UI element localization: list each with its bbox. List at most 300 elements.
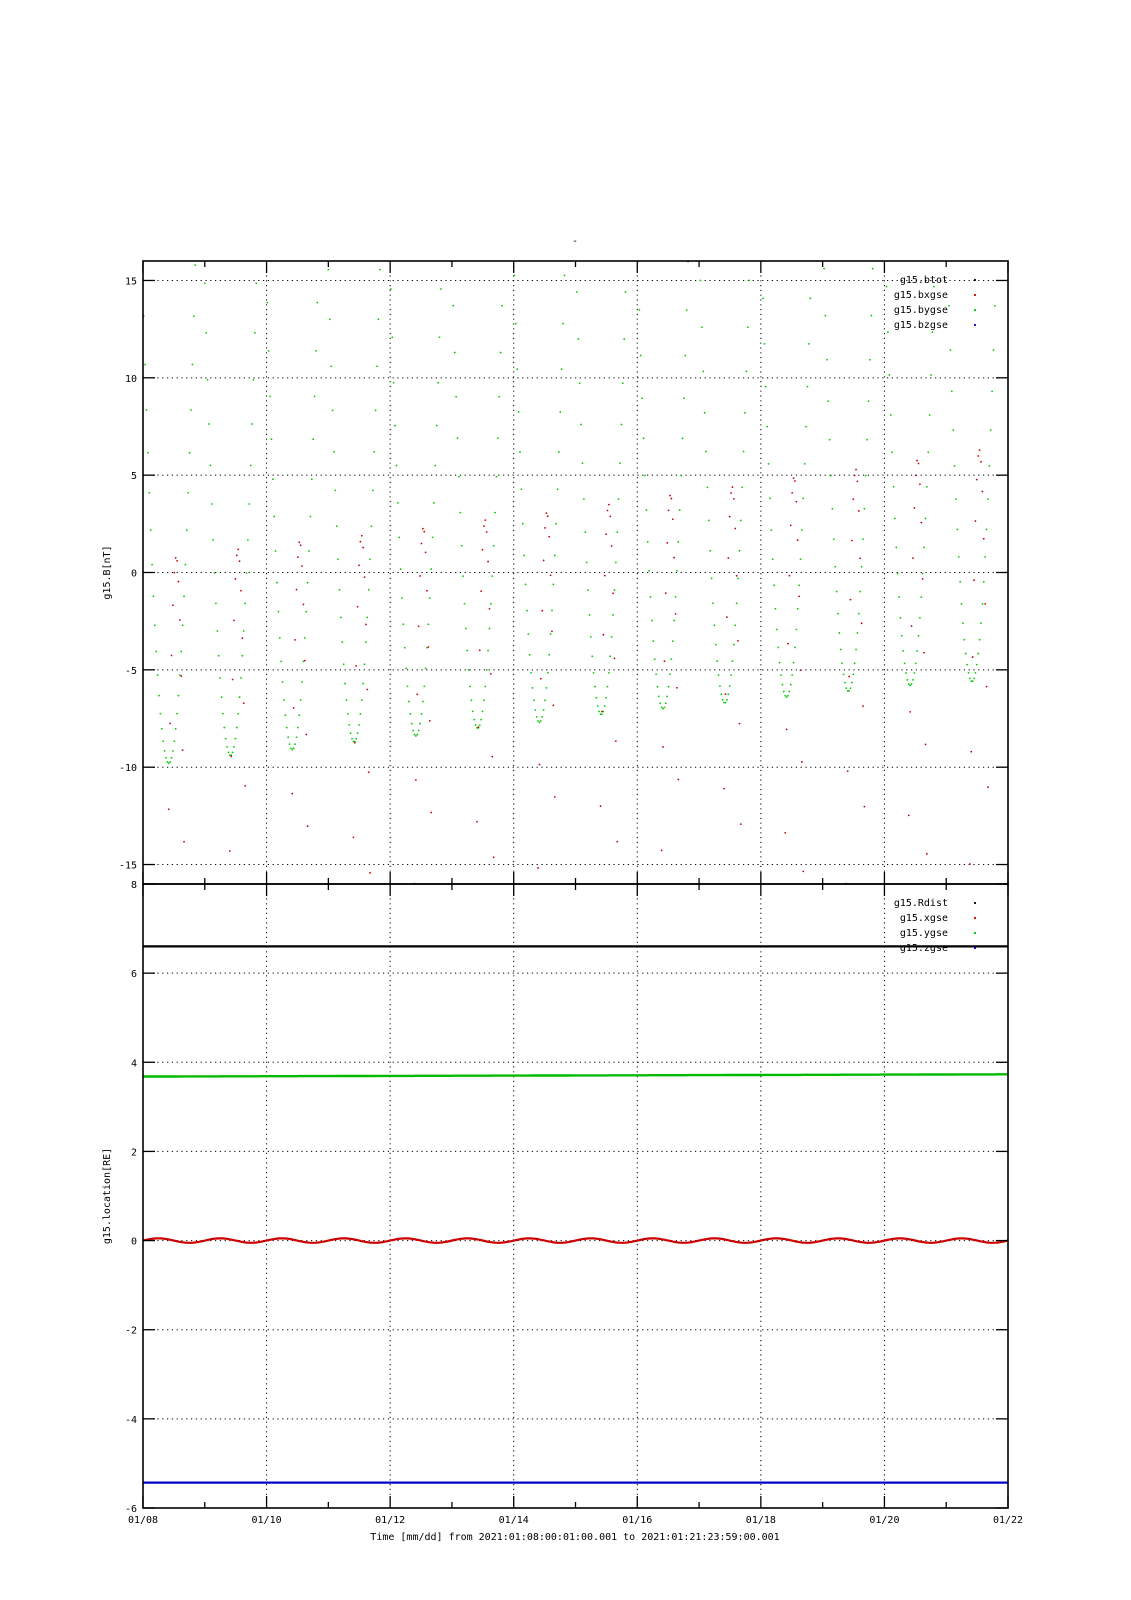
bygse-point [278,611,280,613]
bygse-point [294,743,296,745]
bygse-point [486,669,488,671]
legend-swatch [974,947,976,949]
bygse-point [144,364,146,366]
bygse-point [350,732,352,734]
bygse-point [237,713,239,715]
bygse-point [823,268,825,270]
bygse-point [551,610,553,612]
bygse-point [564,274,566,276]
bygse-point [648,570,650,572]
bxgse-point [786,729,788,731]
bygse-point [976,664,978,666]
bxgse-point [484,519,486,521]
bygse-point [722,699,724,701]
bygse-point [391,336,393,338]
bygse-point [483,699,485,701]
bygse-point [800,558,802,560]
bygse-point [183,595,185,597]
y-tick-label: 10 [124,373,137,385]
bygse-point [253,379,255,381]
bygse-point [859,591,861,593]
bygse-point [248,503,250,505]
bxgse-point [673,557,675,559]
bygse-point [827,400,829,402]
bygse-point [464,603,466,605]
bygse-point [362,683,364,685]
bygse-point [591,655,593,657]
bygse-point [215,602,217,604]
bygse-point [763,343,765,345]
bxgse-point [736,575,738,577]
bygse-point [161,728,163,730]
bxgse-point [913,507,915,509]
bxgse-point [304,660,306,662]
bygse-point [279,637,281,639]
bygse-point [433,502,435,504]
x-tick-label: 01/12 [375,1515,406,1526]
bygse-point [644,475,646,477]
bxgse-point [675,613,677,615]
bxgse-point [234,578,236,580]
bxgse-point [480,590,482,592]
bygse-point [555,523,557,525]
bxgse-point [354,742,356,744]
bxgse-point [922,578,924,580]
bygse-point [890,414,892,416]
bygse-point [153,595,155,597]
bygse-point [833,538,835,540]
bygse-point [952,429,954,431]
bxgse-point [369,872,371,874]
bygse-point [300,699,302,701]
bygse-point [843,673,845,675]
bygse-point [676,570,678,572]
bygse-point [234,738,236,740]
bygse-point [469,686,471,688]
bygse-point [898,596,900,598]
bxgse-point [355,665,357,667]
bygse-point [793,662,795,664]
bygse-point [986,528,988,530]
bygse-point [804,463,806,465]
bxgse-point [614,657,616,659]
bygse-point [807,386,809,388]
bygse-point [429,597,431,599]
bxgse-point [784,832,786,834]
bygse-point [587,589,589,591]
bygse-point [850,687,852,689]
bygse-point [407,685,409,687]
bygse-point [956,528,958,530]
bygse-point [348,724,350,726]
bygse-point [550,633,552,635]
page-title: - [571,236,579,247]
bygse-point [647,541,649,543]
bygse-point [158,695,160,697]
bygse-point [837,613,839,615]
bygse-point [705,451,707,453]
bygse-point [612,614,614,616]
bygse-point [527,633,529,635]
x-tick-label: 01/14 [498,1515,529,1526]
bygse-point [794,647,796,649]
bxgse-point [483,525,485,527]
bxgse-point [307,825,309,827]
panel-magnetic-field [102,241,1008,901]
bygse-point [902,650,904,652]
bygse-point [254,332,256,334]
bygse-point [707,486,709,488]
bygse-point [962,622,964,624]
legend-entry: g15.btot [899,275,948,286]
bxgse-point [537,867,539,869]
bygse-point [305,611,307,613]
bygse-point [700,279,702,281]
bygse-point [740,520,742,522]
bygse-point [951,391,953,393]
bygse-point [677,541,679,543]
bygse-point [911,683,913,685]
bxgse-point [669,495,671,497]
bygse-point [458,476,460,478]
bygse-point [558,451,560,453]
bygse-point [240,677,242,679]
bygse-point [868,400,870,402]
bxgse-point [301,565,303,567]
bxgse-point [734,528,736,530]
bygse-point [437,382,439,384]
bygse-point [784,695,786,697]
bygse-point [927,451,929,453]
bxgse-point [670,498,672,500]
bygse-point [173,740,175,742]
bxgse-point [857,480,859,482]
bxgse-point [303,604,305,606]
bxgse-point [239,560,241,562]
bygse-point [797,608,799,610]
bygse-point [308,550,310,552]
bygse-point [343,663,345,665]
bygse-point [559,411,561,413]
y-tick-label: -15 [118,860,137,872]
bygse-point [725,702,727,704]
bygse-point [498,396,500,398]
bygse-point [830,475,832,477]
bygse-point [436,425,438,427]
bxgse-point [550,574,552,576]
bxgse-point [421,543,423,545]
bxgse-point [852,498,854,500]
bygse-point [855,649,857,651]
bygse-point [547,672,549,674]
bygse-point [888,374,890,376]
xlabel: Time [mm/dd] from 2021:01:08:00:01:00.001 to 2021:01:21:23:59:00.001 [370,1532,780,1543]
bygse-point [244,602,246,604]
bygse-point [615,562,617,564]
bygse-point [704,412,706,414]
bxgse-point [911,625,913,627]
bygse-point [623,338,625,340]
bxgse-point [230,755,232,757]
legend-entry: g15.xgse [899,913,948,924]
bygse-point [897,573,899,575]
bygse-point [427,623,429,625]
bygse-point [641,397,643,399]
bygse-point [536,716,538,718]
bygse-point [994,305,996,307]
bygse-point [920,596,922,598]
bygse-point [214,572,216,574]
bxgse-point [168,808,170,810]
bygse-point [609,655,611,657]
bygse-point [836,591,838,593]
bygse-point [226,746,228,748]
bxgse-point [429,720,431,722]
y-tick-label: 8 [130,880,137,891]
bygse-point [187,492,189,494]
bxgse-point [676,687,678,689]
bygse-point [972,680,974,682]
bygse-point [333,451,335,453]
bxgse-point [290,896,292,898]
y-tick-label: -2 [124,1325,137,1337]
bxgse-point [672,518,674,520]
bxgse-point [912,557,914,559]
bxgse-point [416,693,418,695]
bxgse-point [232,679,234,681]
bygse-point [175,728,177,730]
bygse-point [870,315,872,317]
bygse-point [595,697,597,699]
bygse-point [243,630,245,632]
bygse-point [747,326,749,328]
bygse-point [672,640,674,642]
bxgse-point [984,603,986,605]
bygse-point [496,476,498,478]
bygse-point [983,581,985,583]
bxgse-point [858,510,860,512]
bygse-point [950,349,952,351]
bygse-point [583,498,585,500]
bygse-point [165,757,167,759]
bxgse-point [293,707,295,709]
legend-swatch [974,279,976,281]
bxgse-point [422,528,424,530]
bygse-point [369,558,371,560]
y-tick-label: -5 [124,665,137,677]
bygse-point [770,529,772,531]
bygse-point [765,386,767,388]
bygse-point [400,568,402,570]
bygse-point [981,603,983,605]
bygse-point [664,707,666,709]
bygse-point [212,539,214,541]
bxgse-point [791,492,793,494]
bygse-point [185,564,187,566]
bygse-point [995,258,997,260]
bygse-point [854,662,856,664]
bygse-point [539,722,541,724]
bygse-point [379,269,381,271]
bygse-point [207,379,209,381]
bygse-point [522,523,524,525]
bygse-point [918,635,920,637]
bxgse-point [797,539,799,541]
bygse-point [979,639,981,641]
bxgse-point [551,631,553,633]
bygse-point [541,716,543,718]
bygse-point [314,396,316,398]
bygse-point [462,575,464,577]
bygse-point [909,685,911,687]
bygse-point [834,566,836,568]
bygse-point [669,673,671,675]
bygse-point [702,371,704,373]
bygse-point [500,352,502,354]
bygse-point [271,438,273,440]
bxgse-point [552,704,554,706]
panel-location [102,880,1008,1515]
bygse-point [683,397,685,399]
bygse-point [520,488,522,490]
bygse-point [734,624,736,626]
bxgse-point [983,538,985,540]
bygse-point [293,747,295,749]
bygse-point [489,628,491,630]
bygse-point [315,350,317,352]
bygse-point [440,288,442,290]
bygse-point [576,291,578,293]
bxgse-point [605,533,607,535]
legend-top [894,275,976,331]
bygse-point [604,705,606,707]
bxgse-point [664,660,666,662]
series-ygse [143,1074,1008,1076]
bygse-point [904,662,906,664]
bygse-point [204,282,206,284]
bygse-point [375,409,377,411]
bygse-point [150,529,152,531]
bygse-point [241,655,243,657]
bxgse-point [612,592,614,594]
bxgse-point [244,785,246,787]
bxgse-point [353,836,355,838]
bygse-point [216,630,218,632]
bygse-point [912,679,914,681]
bygse-point [168,762,170,764]
bygse-point [768,463,770,465]
bxgse-point [178,581,180,583]
bygse-point [287,736,289,738]
bygse-point [727,693,729,695]
bxgse-point [296,589,298,591]
bygse-point [625,291,627,293]
y-tick-label: -4 [124,1414,137,1426]
bxgse-point [677,779,679,781]
bxgse-point [723,788,725,790]
bxgse-point [361,535,363,537]
bxgse-point [855,469,857,471]
bxgse-point [801,761,803,763]
bygse-point [659,702,661,704]
bygse-point [291,749,293,751]
bxgse-point [173,572,175,574]
bxgse-point [918,463,920,465]
legend-entry: g15.bygse [893,305,948,316]
bygse-point [190,409,192,411]
bygse-point [169,761,171,763]
bygse-point [852,673,854,675]
bygse-point [454,352,456,354]
bygse-point [947,258,949,260]
bygse-point [272,478,274,480]
bxgse-point [800,669,802,671]
bxgse-point [976,479,978,481]
bxgse-point [787,643,789,645]
bygse-point [286,727,288,729]
bygse-point [312,438,314,440]
bygse-point [525,584,527,586]
bygse-point [673,620,675,622]
bygse-point [743,451,745,453]
bygse-point [991,391,993,393]
bygse-point [501,305,503,307]
bygse-point [290,747,292,749]
bygse-point [365,641,367,643]
bygse-point [233,746,235,748]
bygse-point [151,564,153,566]
bxgse-point [727,557,729,559]
legend-entry: g15.bxgse [893,290,948,301]
bxgse-point [607,510,609,512]
bygse-point [872,268,874,270]
bygse-point [401,597,403,599]
bygse-point [990,429,992,431]
bygse-point [533,699,535,701]
bygse-point [657,686,659,688]
bygse-point [232,752,234,754]
bxgse-point [847,770,849,772]
bxgse-point [357,606,359,608]
bygse-point [977,653,979,655]
bxgse-point [183,841,185,843]
bygse-point [344,683,346,685]
bygse-point [905,672,907,674]
bygse-point [282,681,284,683]
bygse-point [366,616,368,618]
bygse-point [933,286,935,288]
bygse-point [682,437,684,439]
bygse-point [848,690,850,692]
bygse-point [357,732,359,734]
bxgse-point [909,711,911,713]
bygse-point [919,617,921,619]
bygse-point [273,516,275,518]
bygse-point [762,297,764,299]
bygse-point [421,713,423,715]
bxgse-point [476,821,478,823]
bygse-point [459,512,461,514]
bygse-point [776,629,778,631]
bxgse-point [175,557,177,559]
bygse-point [557,488,559,490]
bygse-point [378,318,380,320]
bygse-point [748,279,750,281]
bygse-point [713,624,715,626]
bxgse-point [733,498,735,500]
bygse-point [327,269,329,271]
bygse-point [711,578,713,580]
